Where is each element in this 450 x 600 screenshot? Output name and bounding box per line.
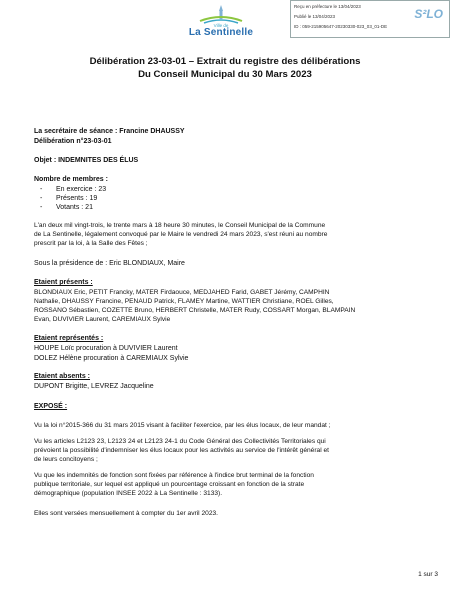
- members-bullet: -: [40, 195, 43, 202]
- expose-p3-line-1: Vu que les indemnités de fonction sont fixées par référence à l'indice brut terminal de la fonction: [34, 472, 314, 479]
- members-voting: Votants : 21: [56, 204, 93, 211]
- title-line-2: Du Conseil Municipal du 30 Mars 2023: [138, 69, 312, 80]
- town-logo: [178, 2, 264, 42]
- stamp-published: Publié le 13/04/2023: [294, 14, 336, 19]
- members-present: Présents : 19: [56, 195, 98, 202]
- expose-p1: Vu la loi n°2015-366 du 31 mars 2015 visant à faciliter l'exercice, par les élus locaux, de leur mandat ;: [34, 422, 331, 429]
- members-bullet: -: [40, 186, 43, 193]
- intro-line-3: prescrit par la loi, à la Salle des Fêtes ;: [34, 240, 148, 247]
- expose-heading: EXPOSÉ :: [34, 403, 68, 410]
- intro-line-1: L'an deux mil vingt-trois, le trente mars à 18 heure 30 minutes, le Conseil Municipal de la Commune: [34, 222, 326, 229]
- title-line-1: Délibération 23-03-01 – Extrait du registre des délibérations: [89, 56, 361, 67]
- stamp-brand: S²LO: [414, 7, 443, 21]
- expose-p4: Elles sont versées mensuellement à compter du 1er avril 2023.: [34, 510, 218, 517]
- expose-p3-line-3: démographique (population INSEE 2022 à La Sentinelle : 3133).: [34, 490, 223, 497]
- expose-p2-line-2: prévoient la possibilité d'indemniser les élus locaux pour les activités au service de l'intérêt général et: [34, 447, 329, 454]
- absent-heading: Etaient absents :: [34, 373, 91, 380]
- logo-name: La Sentinelle: [188, 27, 254, 38]
- members-bullet: -: [40, 204, 43, 211]
- present-line-4: Evan, DUVIVIER Laurent, CAREMIAUX Sylvie: [34, 316, 171, 323]
- prefecture-stamp: [290, 0, 450, 38]
- secretary: La secrétaire de séance : Francine DHAUSSY: [34, 128, 185, 135]
- stamp-id: ID : 059-215905647-20230330-023_03_01-DE: [294, 24, 388, 29]
- stamp-received: Reçu en préfecture le 13/04/2023: [294, 4, 361, 9]
- expose-p2-line-1: Vu les articles L2123 23, L2123 24 et L2123 24-1 du Code Général des Collectivités Territoriales qui: [34, 438, 326, 445]
- sentinel-logo-icon: [196, 2, 246, 24]
- logo-ville: Ville de: [213, 23, 229, 28]
- page-number: 1 sur 3: [418, 571, 438, 578]
- expose-p2-line-3: de leurs concitoyens ;: [34, 456, 98, 463]
- members-heading: Nombre de membres :: [34, 176, 108, 183]
- present-line-2: Nathalie, DHAUSSY Francine, PENAUD Patrick, FLAMEY Martine, WATTIER Christiane, ROEL Gilles,: [34, 298, 334, 305]
- present-line-1: BLONDIAUX Eric, PETIT Francky, MATER Firdaouce, MEDJAHED Farid, GABET Jérémy, CAMPHIN: [34, 289, 330, 296]
- represented-line-1: HOUPE Loïc procuration à DUVIVIER Laurent: [34, 345, 178, 352]
- expose-p3-line-2: publique territoriale, sur lequel est appliqué un pourcentage croissant en fonction de la strate: [34, 481, 305, 488]
- present-heading: Etaient présents :: [34, 279, 93, 286]
- absent-line-1: DUPONT Brigitte, LEVREZ Jacqueline: [34, 383, 154, 390]
- members-in-office: En exercice : 23: [56, 186, 107, 193]
- represented-line-2: DOLEZ Hélène procuration à CAREMIAUX Sylvie: [34, 355, 189, 362]
- intro-line-2: de La Sentinelle, légalement convoqué par le Maire le vendredi 24 mars 2023, s'est réuni au nombre: [34, 231, 328, 238]
- represented-heading: Etaient représentés :: [34, 335, 104, 342]
- deliberation-number: Délibération n°23-03-01: [34, 138, 112, 145]
- present-line-3: ROSSANO Sébastien, COZETTE Bruno, HERBERT Christelle, MATER Rudy, COSSART Morgan, BLAMPAIN: [34, 307, 356, 314]
- presidency: Sous la présidence de : Eric BLONDIAUX, Maire: [34, 260, 185, 267]
- objet: Objet : INDEMNITES DES ÉLUS: [34, 157, 139, 164]
